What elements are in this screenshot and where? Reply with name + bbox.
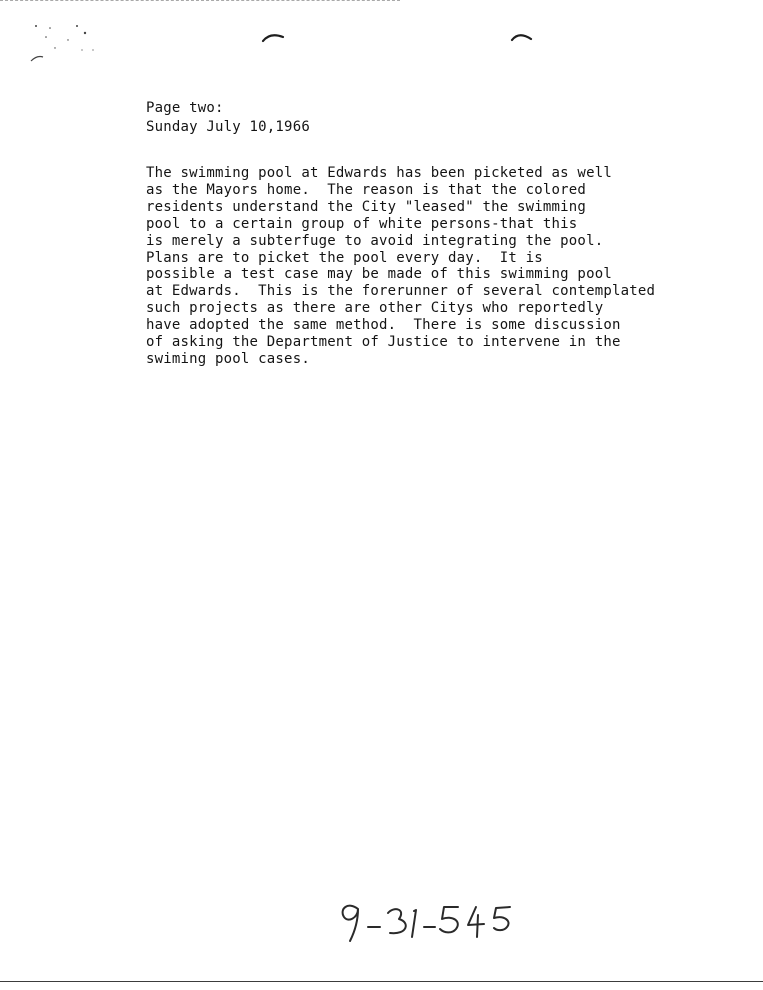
body-line: is merely a subterfuge to avoid integrating the pool. xyxy=(146,232,604,249)
body-line: swiming pool cases. xyxy=(146,350,310,367)
body-line: have adopted the same method. There is some discussion xyxy=(146,317,621,334)
binder-mark-left xyxy=(260,30,286,44)
body-line: at Edwards. This is the forerunner of several contemplated xyxy=(146,283,656,300)
body-line: of asking the Department of Justice to intervene in the xyxy=(146,334,621,351)
page-label: Page two: xyxy=(146,100,224,116)
body-line: possible a test case may be made of this swimming pool xyxy=(146,266,612,283)
binder-mark-right xyxy=(509,30,535,44)
body-line: The swimming pool at Edwards has been picketed as well xyxy=(146,165,612,181)
top-perforation-edge xyxy=(0,0,400,1)
body-line: such projects as there are other Citys who reportedly xyxy=(146,300,604,317)
body-line: pool to a certain group of white persons-that this xyxy=(146,215,578,232)
bottom-edge-line xyxy=(0,981,763,982)
body-line: as the Mayors home. The reason is that the colored xyxy=(146,181,587,198)
handwritten-file-number-strokes xyxy=(336,895,526,950)
memo-body xyxy=(146,165,655,368)
page-header xyxy=(146,99,310,137)
document-date: Sunday July 10,1966 xyxy=(146,119,310,135)
body-line: Plans are to picket the pool every day. It is xyxy=(146,249,543,266)
body-line: residents understand the City "leased" the swimming xyxy=(146,198,587,215)
handwritten-file-number xyxy=(336,895,526,950)
scan-specks xyxy=(30,22,110,72)
